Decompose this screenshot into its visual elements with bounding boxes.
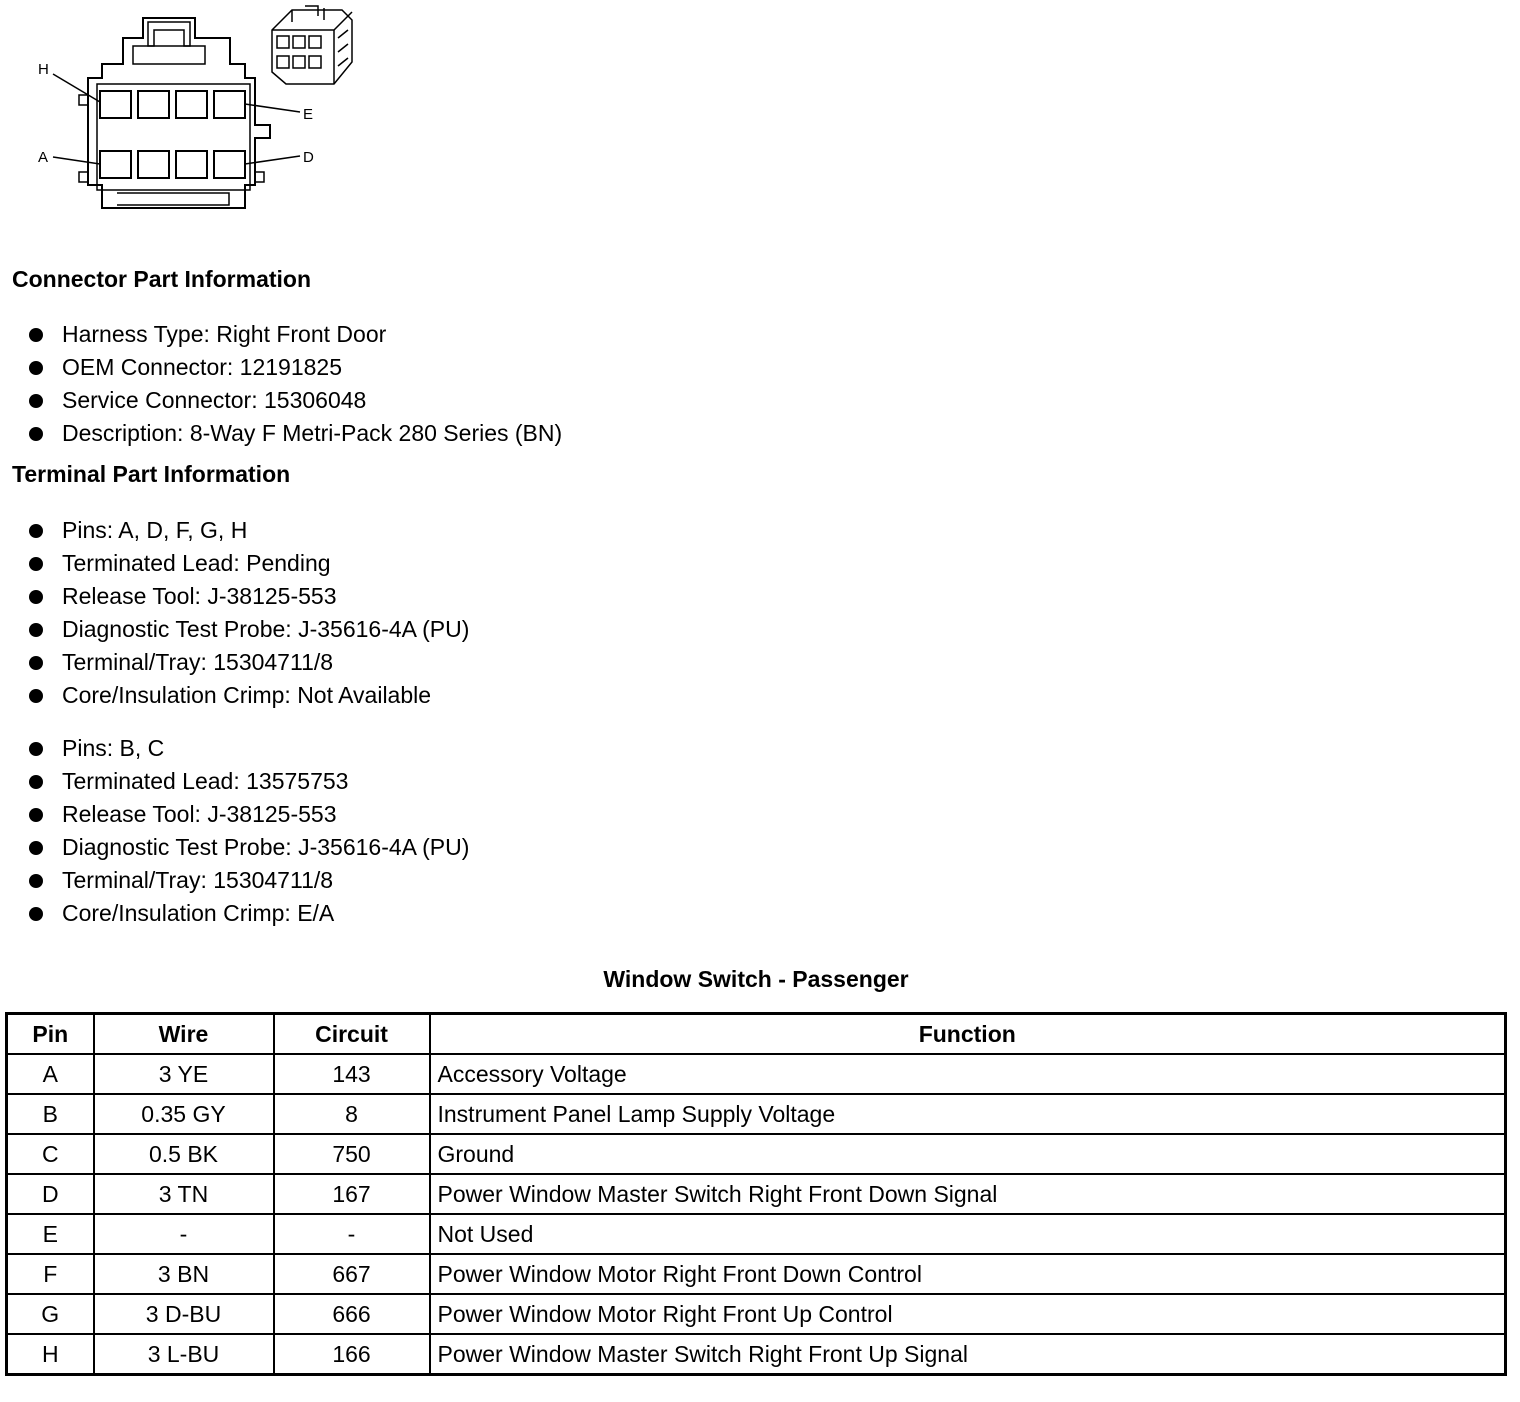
cavity-f [176, 91, 207, 118]
cell-function: Accessory Voltage [430, 1054, 1506, 1094]
cell-circuit: 8 [274, 1094, 430, 1134]
table-row [7, 1134, 1506, 1174]
pin-label-d: D [303, 149, 314, 166]
connector-info-list [0, 318, 562, 450]
cell-function: Power Window Motor Right Front Down Control [430, 1254, 1506, 1294]
list-item: Terminated Lead: 13575753 [0, 765, 469, 798]
list-item: Core/Insulation Crimp: E/A [0, 897, 469, 930]
connector-face-diagram [0, 0, 370, 220]
list-item: Service Connector: 15306048 [0, 384, 562, 417]
cell-pin: A [7, 1054, 94, 1094]
terminal-group-1-list [0, 514, 469, 712]
cell-wire: 3 L-BU [94, 1334, 274, 1375]
cell-circuit: 750 [274, 1134, 430, 1174]
cell-function: Ground [430, 1134, 1506, 1174]
pinout-table [5, 1012, 1507, 1376]
cell-wire: 3 BN [94, 1254, 274, 1294]
list-item: OEM Connector: 12191825 [0, 351, 562, 384]
pin-label-a: A [38, 149, 49, 166]
cell-circuit: 667 [274, 1254, 430, 1294]
list-item: Terminal/Tray: 15304711/8 [0, 646, 469, 679]
cavity-h [100, 91, 131, 118]
cell-pin: G [7, 1294, 94, 1334]
list-item: Release Tool: J-38125-553 [0, 798, 469, 831]
cell-wire: 3 TN [94, 1174, 274, 1214]
list-item: Pins: B, C [0, 732, 469, 765]
cavity-b [138, 151, 169, 178]
connector-latch [148, 22, 190, 46]
cell-pin: C [7, 1134, 94, 1174]
table-row [7, 1054, 1506, 1094]
cell-circuit: 143 [274, 1054, 430, 1094]
cavity-g [138, 91, 169, 118]
cell-wire: 0.5 BK [94, 1134, 274, 1174]
cavity-row-bottom [100, 151, 245, 178]
cell-pin: B [7, 1094, 94, 1134]
cell-function: Not Used [430, 1214, 1506, 1254]
list-item: Harness Type: Right Front Door [0, 318, 562, 351]
list-item: Pins: A, D, F, G, H [0, 514, 469, 547]
header-circuit: Circuit [274, 1014, 430, 1055]
cavity-e [214, 91, 245, 118]
cavity-a [100, 151, 131, 178]
cell-function: Power Window Master Switch Right Front Up Signal [430, 1334, 1506, 1375]
list-item: Diagnostic Test Probe: J-35616-4A (PU) [0, 831, 469, 864]
cell-pin: F [7, 1254, 94, 1294]
pin-label-e: E [303, 106, 314, 123]
cell-wire: 3 YE [94, 1054, 274, 1094]
cell-circuit: 166 [274, 1334, 430, 1375]
list-item: Core/Insulation Crimp: Not Available [0, 679, 469, 712]
list-item: Terminated Lead: Pending [0, 547, 469, 580]
table-row [7, 1294, 1506, 1334]
cell-wire: 0.35 GY [94, 1094, 274, 1134]
table-row [7, 1334, 1506, 1375]
cell-circuit: 666 [274, 1294, 430, 1334]
cell-function: Instrument Panel Lamp Supply Voltage [430, 1094, 1506, 1134]
cell-wire: 3 D-BU [94, 1294, 274, 1334]
cavity-row-top [100, 91, 245, 118]
cell-pin: E [7, 1214, 94, 1254]
header-wire: Wire [94, 1014, 274, 1055]
cell-wire: - [94, 1214, 274, 1254]
list-item: Terminal/Tray: 15304711/8 [0, 864, 469, 897]
cell-pin: H [7, 1334, 94, 1375]
table-header-row [7, 1014, 1506, 1055]
cell-function: Power Window Master Switch Right Front Down Signal [430, 1174, 1506, 1214]
cell-function: Power Window Motor Right Front Up Control [430, 1294, 1506, 1334]
cell-circuit: 167 [274, 1174, 430, 1214]
list-item: Description: 8-Way F Metri-Pack 280 Series (BN) [0, 417, 562, 450]
connector-iso-icon [272, 6, 352, 84]
list-item: Release Tool: J-38125-553 [0, 580, 469, 613]
terminal-group-2-list [0, 732, 469, 930]
cell-pin: D [7, 1174, 94, 1214]
table-row [7, 1094, 1506, 1134]
table-row [7, 1214, 1506, 1254]
header-function: Function [430, 1014, 1506, 1055]
table-title: Window Switch - Passenger [603, 966, 909, 992]
cavity-d [214, 151, 245, 178]
cavity-c [176, 151, 207, 178]
cell-circuit: - [274, 1214, 430, 1254]
pin-label-h: H [38, 61, 49, 78]
table-row [7, 1174, 1506, 1214]
terminal-info-heading: Terminal Part Information [12, 461, 291, 487]
list-item: Diagnostic Test Probe: J-35616-4A (PU) [0, 613, 469, 646]
connector-info-heading: Connector Part Information [12, 266, 312, 292]
table-row [7, 1254, 1506, 1294]
header-pin: Pin [7, 1014, 94, 1055]
